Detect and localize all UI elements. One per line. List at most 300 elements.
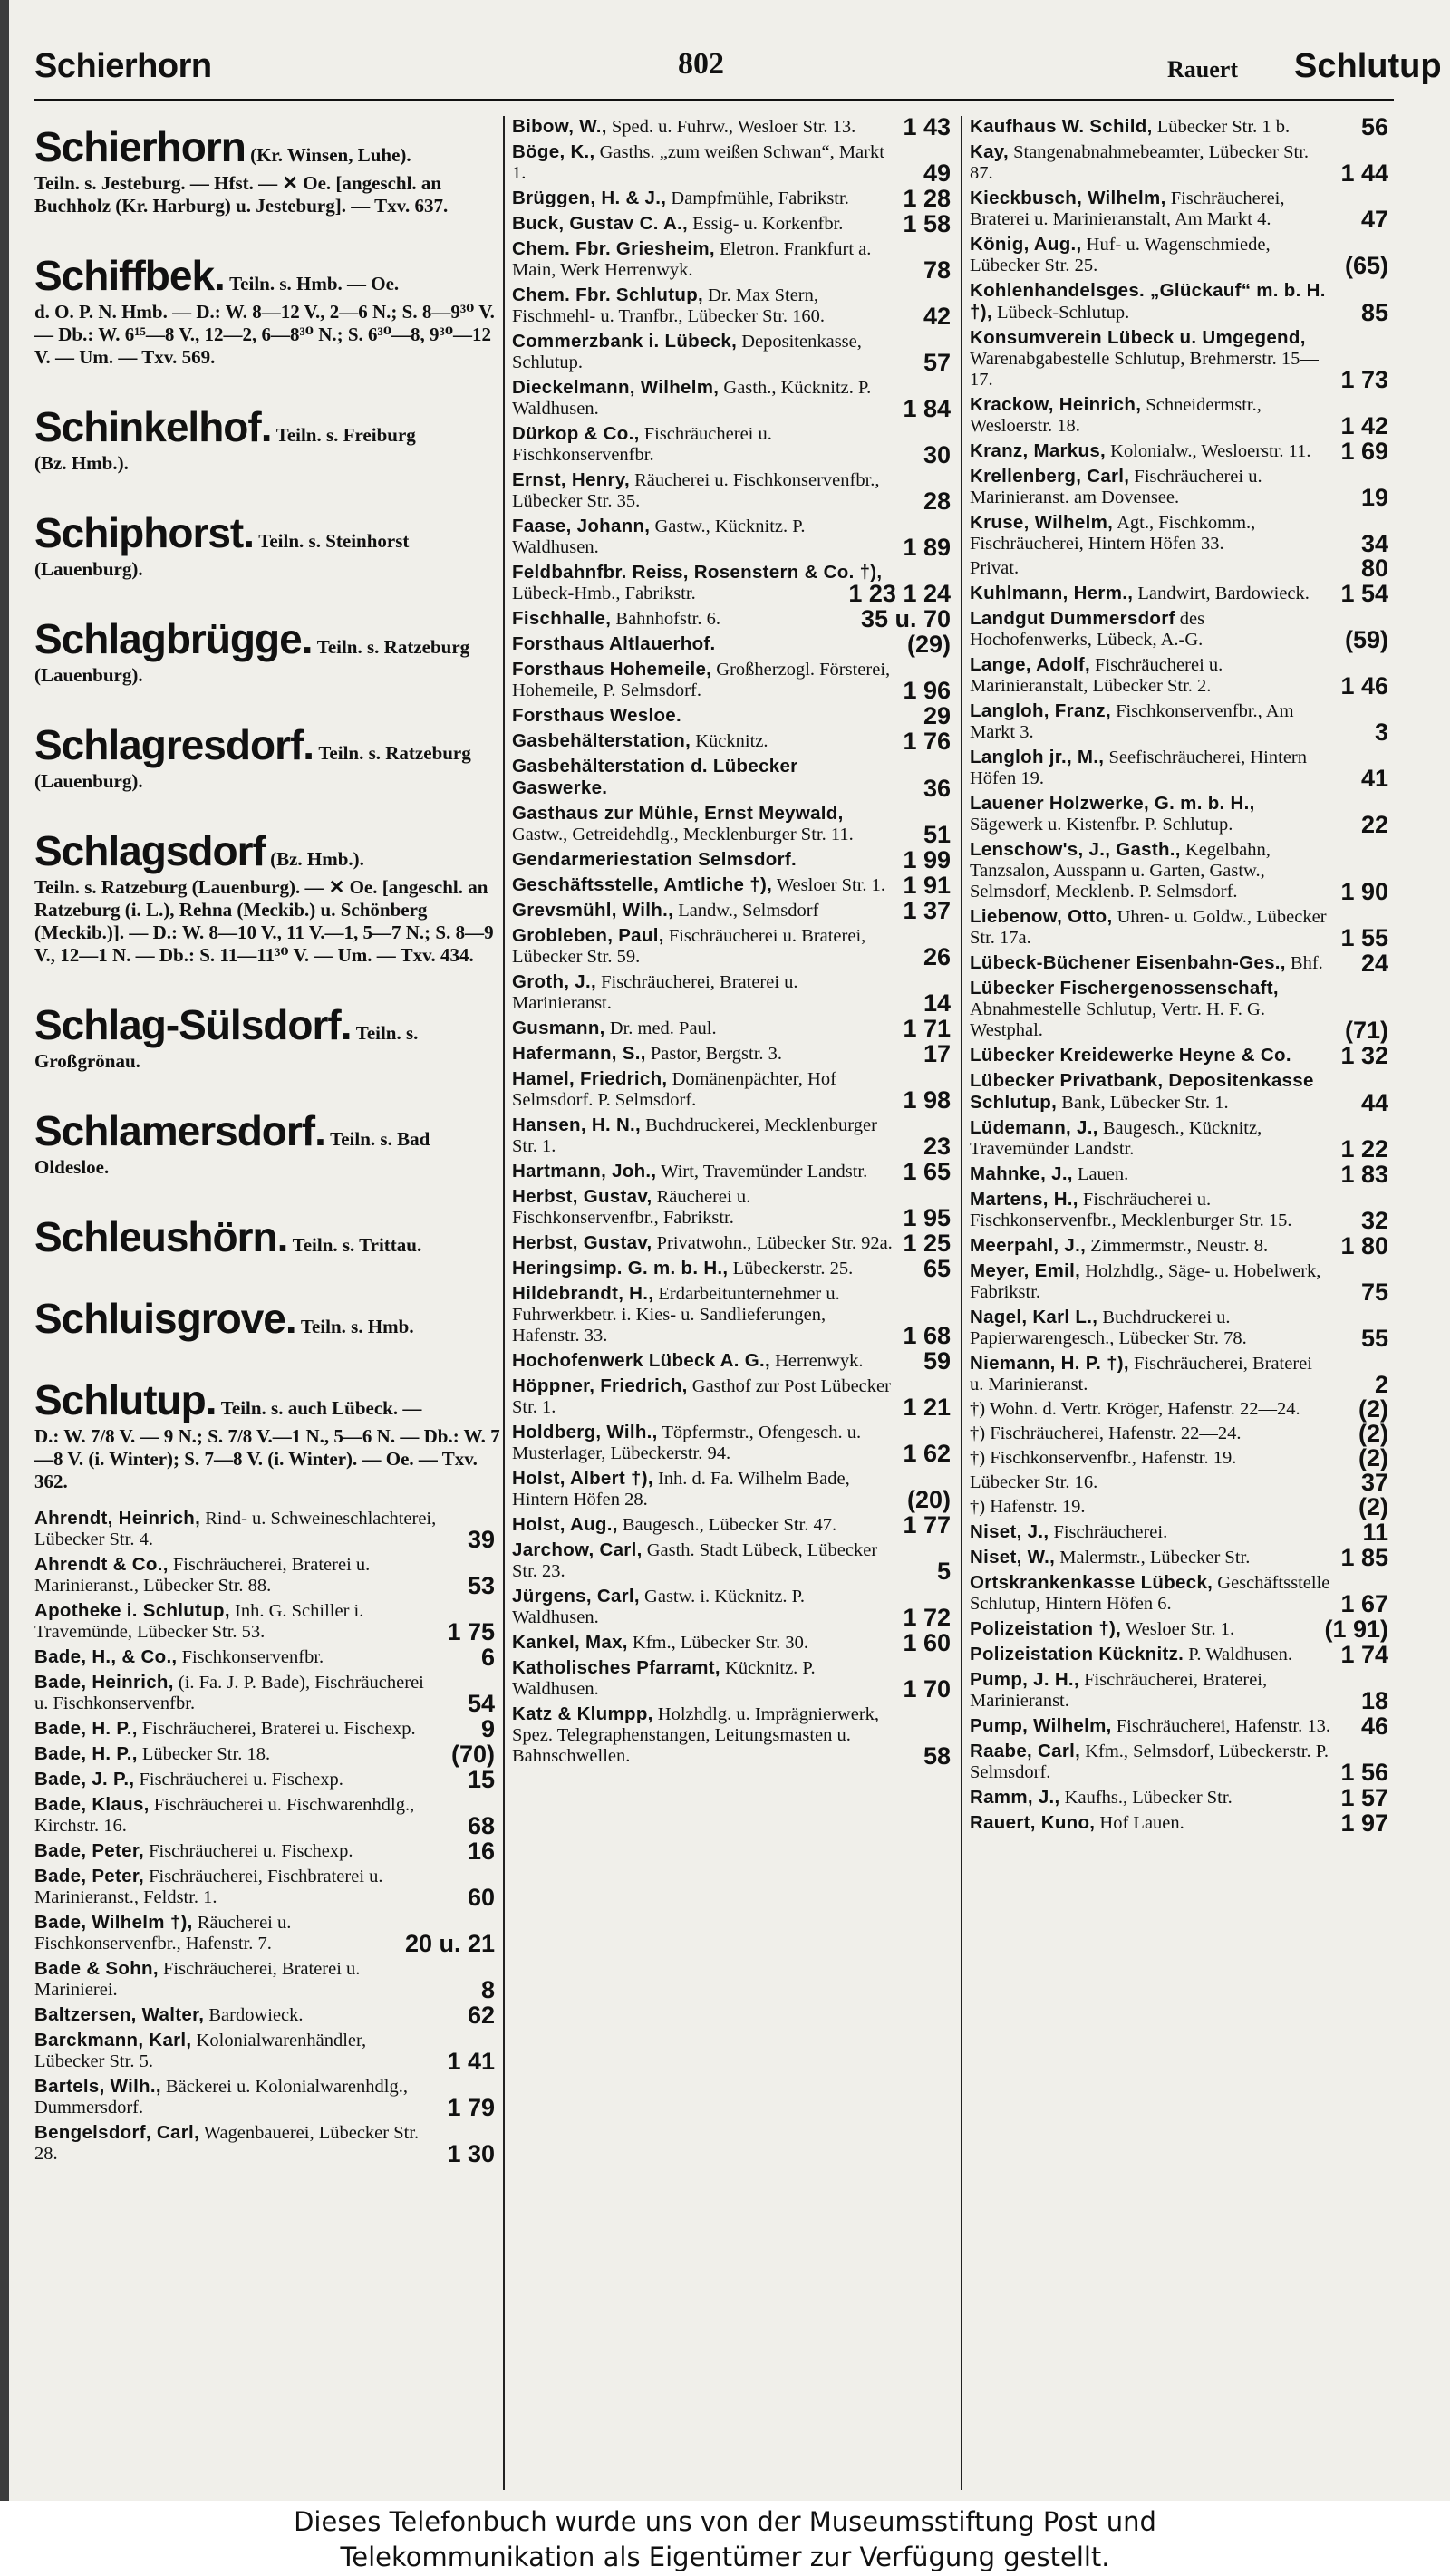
entry-phone-number: 1 28 <box>903 185 951 212</box>
entry-description: Gasth. Stadt Lübeck, Lübecker Str. 23. <box>512 1540 878 1581</box>
footer-line-1: Dieses Telefonbuch wurde uns von der Museumsstiftung Post und <box>294 2506 1156 2537</box>
entry-phone-number: 32 <box>1360 1207 1388 1234</box>
entry-phone-number: 16 <box>467 1838 495 1865</box>
entry-name: Forsthaus Wesloe. <box>512 705 682 726</box>
entry-phone-number: 5 <box>936 1558 951 1585</box>
place-detail: (Bz. Hmb.). <box>34 452 129 474</box>
directory-entry <box>970 839 1394 905</box>
directory-entry <box>34 1766 500 1793</box>
entry-name: Niset, J., <box>970 1521 1049 1542</box>
directory-entry <box>512 1657 956 1703</box>
entry-name: Bade, Klaus, <box>34 1794 150 1815</box>
entry-phone-number: (2) <box>1358 1395 1388 1423</box>
entry-description: Stangenabnahmebeamter, Lübecker Str. 87. <box>970 142 1310 183</box>
directory-entry <box>512 1255 956 1282</box>
entry-description: Uhren- u. Goldw., Lübecker Str. 17a. <box>970 907 1327 948</box>
entry-phone-number: 35 u. 70 <box>860 605 951 632</box>
entry-name: Meyer, Emil, <box>970 1260 1081 1281</box>
place-name: Schlagresdorf. <box>34 721 314 768</box>
entry-name: Katz & Klumpp, <box>512 1703 653 1724</box>
entry-name: Ahrendt, Heinrich, <box>34 1508 201 1529</box>
directory-entry <box>512 469 956 515</box>
directory-entry <box>512 116 956 138</box>
entry-description: Warenabgabestelle Schlutup, Brehmerstr. 15—17. <box>970 349 1319 390</box>
place-info: (Kr. Winsen, Luhe). <box>250 144 411 166</box>
entry-description: Bäckerei u. Kolonialwarenhdlg., Dummersdorf. <box>34 2077 408 2118</box>
entry-phone-number: 37 <box>1360 1469 1388 1496</box>
entry-list <box>512 116 956 1770</box>
place-heading <box>34 509 500 581</box>
entry-phone-number: 47 <box>1360 206 1388 233</box>
entry-phone-number: 1 57 <box>1340 1784 1388 1811</box>
directory-entry <box>34 1741 500 1768</box>
entry-description: Kücknitz. <box>695 731 768 751</box>
entry-name: Gusmann, <box>512 1018 605 1038</box>
entry-phone-number: (29) <box>906 631 951 658</box>
entry-name: Hartmann, Joh., <box>512 1161 657 1182</box>
entry-name: Dieckelmann, Wilhelm, <box>512 377 720 398</box>
place-name: Schiphorst. <box>34 509 255 556</box>
entry-name: Niemann, H. P. †), <box>970 1353 1129 1374</box>
entry-description: Dampfmühle, Fabrikstr. <box>671 188 849 208</box>
entry-description: Huf- u. Wagenschmiede, Lübecker Str. 25. <box>970 235 1271 275</box>
entry-phone-number: 51 <box>923 821 951 848</box>
entry-phone-number: 17 <box>923 1040 951 1067</box>
entry-name: Kohlenhandelsges. „Glückauf“ m. b. H. †), <box>970 280 1326 323</box>
entry-name: Faase, Johann, <box>512 516 651 536</box>
column-1 <box>34 116 500 2490</box>
entry-name: Geschäftsstelle, Amtliche †), <box>512 874 773 895</box>
directory-entry <box>970 188 1394 233</box>
entry-description: Fischräucherei u. Fischwarenhdlg., Kirchstr. 16. <box>34 1795 415 1836</box>
directory-entry <box>970 1189 1394 1234</box>
entry-name: Lübeck-Büchener Eisenbahn-Ges., <box>970 952 1286 973</box>
entry-phone-number: 1 67 <box>1340 1590 1388 1617</box>
entry-name: Brüggen, H. & J., <box>512 188 667 208</box>
entry-phone-number: 1 23 1 24 <box>848 580 951 607</box>
entry-description: Sägewerk u. Kistenfbr. P. Schlutup. <box>970 815 1233 835</box>
entry-phone-number: 1 71 <box>903 1015 951 1042</box>
entry-phone-number: 60 <box>467 1884 495 1911</box>
entry-description: Gasths. „zum weißen Schwan“, Markt 1. <box>512 142 884 183</box>
entry-name: Bade, H. P., <box>34 1743 138 1764</box>
entry-description: Inh. d. Fa. Wilhelm Bade, Hintern Höfen 28. <box>512 1469 850 1510</box>
place-heading <box>34 252 500 369</box>
entry-phone-number: 22 <box>1360 811 1388 838</box>
entry-description: Bahnhofstr. 6. <box>615 609 720 629</box>
entry-name: Bade, H., & Co., <box>34 1646 178 1667</box>
directory-entry <box>512 377 956 420</box>
entry-name: Apotheke i. Schlutup, <box>34 1600 230 1621</box>
entry-phone-number: 30 <box>923 441 951 468</box>
entry-description: Wagenbauerei, Lübecker Str. 28. <box>34 2123 420 2164</box>
directory-entry <box>512 631 956 658</box>
entry-phone-number: 9 <box>480 1715 495 1742</box>
directory-entry <box>34 1958 500 2001</box>
entry-phone-number: 55 <box>1360 1325 1388 1352</box>
place-heading <box>34 1376 500 1493</box>
directory-entry <box>970 1519 1394 1546</box>
entry-name: Krackow, Heinrich, <box>970 394 1142 415</box>
entry-name: Groth, J., <box>512 971 596 992</box>
entry-description: †) Wohn. d. Vertr. Kröger, Hafenstr. 22—24. <box>970 1399 1300 1419</box>
entry-name: Katholisches Pfarramt, <box>512 1657 720 1678</box>
directory-entry <box>512 605 956 632</box>
entry-phone-number: 57 <box>923 349 951 376</box>
directory-entry <box>970 1641 1394 1668</box>
entry-description: Fischräucherei, Braterei u. Marinieranst. <box>970 1354 1312 1394</box>
entry-phone-number: 28 <box>923 487 951 515</box>
entry-phone-number: 54 <box>467 1690 495 1717</box>
directory-entry <box>34 1866 500 1911</box>
entry-description: Fischräucherei, Braterei u. Marinieranstalt, Am Markt 4. <box>970 188 1285 229</box>
entry-phone-number: 1 68 <box>903 1322 951 1349</box>
place-name: Schleushörn. <box>34 1213 288 1260</box>
entry-description: Pastor, Bergstr. 3. <box>650 1044 783 1064</box>
entry-name: Lange, Adolf, <box>970 654 1090 675</box>
entry-description: Buchdruckerei u. Papierwarengesch., Lübecker Str. 78. <box>970 1307 1247 1348</box>
entry-phone-number: 29 <box>923 702 951 729</box>
directory-entry <box>970 555 1394 582</box>
place-info: Teiln. s. Trittau. <box>292 1234 422 1256</box>
entry-phone-number: 1 70 <box>903 1675 951 1703</box>
entry-description: Räucherei u. Fischkonservenfbr., Hafenstr. 7. <box>34 1913 292 1954</box>
entry-description: Fischräucherei. <box>1053 1522 1168 1542</box>
entry-phone-number: 1 30 <box>447 2140 495 2167</box>
entry-description: Baugesch., Kücknitz, Travemünder Landstr. <box>970 1118 1262 1159</box>
entry-description: Herrenwyk. <box>775 1351 864 1371</box>
entry-description: Wesloer Str. 1. <box>776 875 886 895</box>
place-name: Schierhorn <box>34 123 246 170</box>
entry-description: Fischräucherei u. Fischkonservenfbr., Mecklenburger Str. 15. <box>970 1190 1292 1230</box>
entry-name: Höppner, Friedrich, <box>512 1375 688 1396</box>
entry-description: Gastw., Getreidehdlg., Mecklenburger Str. 11. <box>512 825 854 844</box>
entry-description: Bardowieck. <box>208 2005 304 2025</box>
entry-description: Schneidermstr., Wesloerstr. 18. <box>970 395 1262 436</box>
entry-phone-number: 1 60 <box>903 1629 951 1656</box>
entry-description: Lübeck-Hmb., Fabrikstr. <box>512 584 696 603</box>
entry-name: Gasthaus zur Mühle, Ernst Meywald, <box>512 803 844 824</box>
entry-name: Bade, Heinrich, <box>34 1672 174 1693</box>
entry-description: Holzhdlg. u. Imprägnierwerk, Spez. Telegraphenstangen, Leitungsmasten u. Bahnschwellen. <box>512 1704 880 1766</box>
entry-phone-number: 75 <box>1360 1278 1388 1306</box>
footer-notice <box>0 2501 1450 2576</box>
place-heading <box>34 1213 500 1260</box>
entry-name: Bengelsdorf, Carl, <box>34 2122 199 2143</box>
entry-phone-number: 1 62 <box>903 1440 951 1467</box>
entry-phone-number: 1 80 <box>1340 1232 1388 1259</box>
directory-entry <box>970 1444 1394 1471</box>
entry-description: Fischräucherei, Braterei u. Fischexp. <box>141 1719 416 1739</box>
header-right-keyword: Schlutup <box>1294 47 1442 85</box>
entry-description: Hof Lauen. <box>1099 1813 1184 1833</box>
entry-name: Langloh, Franz, <box>970 700 1111 721</box>
entry-phone-number: 58 <box>923 1742 951 1770</box>
entry-phone-number: 78 <box>923 256 951 284</box>
entry-description: Kolonialw., Wesloerstr. 11. <box>1110 441 1311 461</box>
directory-entry <box>512 1283 956 1349</box>
directory-entry <box>512 1015 956 1042</box>
place-name: Schlag-Sülsdorf. <box>34 1001 352 1048</box>
directory-entry <box>970 1669 1394 1712</box>
directory-entry <box>970 1616 1394 1643</box>
place-name: Schluisgrove. <box>34 1295 296 1342</box>
directory-entry <box>970 1042 1394 1069</box>
entry-phone-number: 56 <box>1360 116 1388 140</box>
entry-description: †) Fischkonservenfbr., Hafenstr. 19. <box>970 1448 1237 1468</box>
entry-phone-number: 2 <box>1374 1371 1388 1398</box>
directory-entry <box>970 793 1394 838</box>
entry-phone-number: (20) <box>906 1486 951 1513</box>
entry-name: Ernst, Henry, <box>512 469 630 490</box>
entry-description: Fischräucherei u. Fischexp. <box>139 1770 343 1790</box>
directory-entry <box>970 1713 1394 1740</box>
entry-name: Forsthaus Hohemeile, <box>512 659 712 680</box>
entry-list <box>34 1508 500 2165</box>
entry-phone-number: 39 <box>467 1526 495 1553</box>
entry-description: Landw., Selmsdorf <box>678 901 819 921</box>
entry-phone-number: 1 22 <box>1340 1135 1388 1163</box>
entry-description: Geschäftsstelle Schlutup, Hintern Höfen 6. <box>970 1573 1330 1614</box>
directory-entry <box>512 562 956 607</box>
entry-phone-number: (65) <box>1344 252 1388 279</box>
entry-phone-number: 1 46 <box>1340 672 1388 699</box>
entry-name: Herbst, Gustav, <box>512 1186 652 1207</box>
entry-name: Bade, H. P., <box>34 1718 138 1739</box>
entry-description: Depositenkasse, Schlutup. <box>512 332 862 372</box>
entry-description: (i. Fa. J. P. Bade), Fischräucherei u. Fischkonservenfbr. <box>34 1673 424 1713</box>
directory-entry <box>512 1586 956 1631</box>
entry-description: Privat. <box>970 558 1020 578</box>
entry-description: Agt., Fischkomm., Fischräucherei, Hintern Höfen 33. <box>970 513 1256 554</box>
directory-entry <box>512 1629 956 1656</box>
directory-entry <box>970 280 1394 326</box>
place-heading <box>34 827 500 967</box>
entry-phone-number: 1 32 <box>1340 1042 1388 1069</box>
entry-phone-number: 36 <box>923 775 951 802</box>
entry-description: Gasthof zur Post Lübecker Str. 1. <box>512 1376 891 1417</box>
directory-entry <box>512 1114 956 1160</box>
directory-entry <box>970 700 1394 746</box>
directory-entry <box>970 747 1394 792</box>
place-heading <box>34 1107 500 1179</box>
directory-entry <box>970 950 1394 977</box>
entry-phone-number: 1 44 <box>1340 159 1388 187</box>
place-name: Schinkelhof. <box>34 403 272 450</box>
entry-phone-number: 53 <box>467 1572 495 1599</box>
place-name: Schlagbrügge. <box>34 615 313 662</box>
entry-description: Seefischräucherei, Hintern Höfen 19. <box>970 748 1308 788</box>
directory-entry <box>970 1493 1394 1520</box>
entry-phone-number: (71) <box>1344 1017 1388 1044</box>
directory-entry <box>970 1784 1394 1811</box>
page-header <box>34 47 1442 101</box>
place-heading <box>34 721 500 793</box>
directory-entry <box>34 1912 500 1957</box>
entry-name: Liebenow, Otto, <box>970 906 1113 927</box>
directory-entry <box>970 512 1394 555</box>
entry-phone-number: 1 84 <box>903 395 951 422</box>
entry-description: Eletron. Frankfurt a. Main, Werk Herrenwyk. <box>512 239 872 280</box>
entry-phone-number: 1 76 <box>903 728 951 755</box>
directory-entry <box>970 1161 1394 1188</box>
entry-name: Ahrendt & Co., <box>34 1554 169 1575</box>
place-heading <box>34 615 500 687</box>
entry-description: Fischräucherei u. Marinieranstalt, Lübecker Str. 2. <box>970 655 1223 696</box>
directory-entry <box>970 141 1394 187</box>
directory-entry <box>34 2076 500 2121</box>
directory-entry <box>970 1307 1394 1352</box>
entry-description: Abnahmestelle Schlutup, Vertr. H. F. G. Westphal. <box>970 999 1265 1040</box>
place-info: Teiln. s. Hmb. — Oe. <box>229 273 400 294</box>
directory-entry <box>970 1420 1394 1447</box>
entry-phone-number: 1 55 <box>1340 924 1388 951</box>
directory-entry <box>512 728 956 755</box>
entry-phone-number: 24 <box>1360 950 1388 977</box>
place-name: Schlutup. <box>34 1376 217 1423</box>
entry-name: Bartels, Wilh., <box>34 2076 161 2097</box>
directory-entry <box>512 1468 956 1513</box>
entry-description: Gastw., Kücknitz. P. Waldhusen. <box>512 516 806 557</box>
entry-name: Ramm, J., <box>970 1787 1060 1808</box>
entry-name: Jürgens, Carl, <box>512 1586 640 1606</box>
directory-entry <box>970 234 1394 279</box>
place-name: Schlagsdorf <box>34 827 266 874</box>
entry-description: Kolonialwarenhändler, Lübecker Str. 5. <box>34 2031 367 2071</box>
entry-name: Bade, Wilhelm †), <box>34 1912 193 1933</box>
directory-entry <box>970 608 1394 651</box>
directory-entry <box>512 516 956 561</box>
place-info: Teiln. s. Bad <box>330 1128 430 1150</box>
directory-entry <box>34 1508 500 1553</box>
directory-entry <box>34 1672 500 1717</box>
directory-entry <box>970 438 1394 465</box>
directory-entry <box>970 1353 1394 1398</box>
directory-entry <box>34 1554 500 1597</box>
entry-description: Fischräucherei, Braterei u. Marinierei. <box>34 1959 361 2000</box>
entry-phone-number: 1 69 <box>1340 438 1388 465</box>
entry-name: Chem. Fbr. Schlutup, <box>512 285 704 305</box>
entry-description: Kücknitz. P. Waldhusen. <box>512 1658 816 1699</box>
entry-name: Bade, J. P., <box>34 1769 135 1790</box>
entry-name: Baltzersen, Walter, <box>34 2004 205 2025</box>
directory-entry <box>970 906 1394 949</box>
entry-description: Kegelbahn, Tanzsalon, Ausspann u. Garten, Gastw., Selmsdorf, Mecklenb. P. Selmsdorf. <box>970 840 1271 902</box>
entry-name: Lenschow's, J., Gasth., <box>970 839 1181 860</box>
place-info: (Bz. Hmb.). <box>270 848 364 870</box>
entry-name: Ortskrankenkasse Lübeck, <box>970 1572 1213 1593</box>
place-info: Teiln. s. Ratzeburg <box>316 636 470 658</box>
entry-description: Kaufhs., Lübecker Str. <box>1064 1788 1232 1808</box>
entry-description: Malermstr., Lübecker Str. <box>1059 1548 1251 1568</box>
place-detail: Großgrönau. <box>34 1050 140 1072</box>
place-detail: d. O. P. N. Hmb. — D.: W. 8—12 V., 2—6 N.; S. 8—9³⁰ V. — Db.: W. 6¹⁵—8 V., 12—2, 6—8³⁰ N.; S. 6³⁰—8, 9³⁰—12 V. — Um. — Txv. 569. <box>34 301 495 368</box>
directory-entry <box>512 210 956 237</box>
directory-entry <box>512 1703 956 1770</box>
entry-description: Erdarbeitunternehmer u. Fuhrwerkbetr. i. Kies- u. Sandlieferungen, Hafenstr. 33. <box>512 1284 840 1346</box>
entry-description: Lübecker Str. 18. <box>141 1744 271 1764</box>
directory-entry <box>34 2122 500 2165</box>
entry-description: Dr. Max Stern, Fischmehl- u. Tranfbr., Lübecker Str. 160. <box>512 285 826 326</box>
entry-phone-number: 1 21 <box>903 1394 951 1421</box>
directory-entry <box>970 1260 1394 1306</box>
entry-phone-number: 1 54 <box>1340 580 1388 607</box>
entry-phone-number: 65 <box>923 1255 951 1282</box>
entry-name: Mahnke, J., <box>970 1163 1073 1184</box>
directory-entry <box>512 423 956 466</box>
place-detail: (Lauenburg). <box>34 558 143 580</box>
entry-description: Buchdruckerei, Mecklenburger Str. 1. <box>512 1115 877 1156</box>
directory-entry <box>512 659 956 704</box>
entry-description: Räucherei u. Fischkonservenfbr., Fabrikstr. <box>512 1187 751 1228</box>
column-3 <box>961 116 1394 2490</box>
entry-name: Chem. Fbr. Griesheim, <box>512 238 715 259</box>
place-heading <box>34 1001 500 1073</box>
entry-phone-number: 1 65 <box>903 1158 951 1185</box>
directory-entry <box>512 1347 956 1375</box>
entry-phone-number: 26 <box>923 943 951 970</box>
entry-phone-number: 6 <box>480 1644 495 1671</box>
place-name: Schiffbek. <box>34 252 225 299</box>
entry-description: Gasth., Kücknitz. P. Waldhusen. <box>512 378 872 419</box>
entry-description: Fischkonservenfbr., Am Markt 3. <box>970 701 1294 742</box>
entry-name: Barckmann, Karl, <box>34 2030 192 2050</box>
entry-phone-number: 1 98 <box>903 1086 951 1114</box>
entry-name: Commerzbank i. Lübeck, <box>512 331 738 352</box>
entry-phone-number: 1 99 <box>903 846 951 873</box>
entry-name: Kay, <box>970 141 1009 162</box>
entry-description: Holzhdlg., Säge- u. Hobelwerk, Fabrikstr. <box>970 1261 1321 1302</box>
entry-name: Jarchow, Carl, <box>512 1539 643 1560</box>
entry-phone-number: 49 <box>923 159 951 187</box>
entry-name: Lübecker Kreidewerke Heyne & Co. <box>970 1045 1291 1066</box>
place-detail: (Lauenburg). <box>34 770 143 792</box>
entry-description: P. Waldhusen. <box>1188 1645 1292 1664</box>
place-info: Teiln. s. Ratzeburg <box>318 742 471 764</box>
entry-name: Lauener Holzwerke, G. m. b. H., <box>970 793 1255 814</box>
entry-name: Hildebrandt, H., <box>512 1283 654 1304</box>
directory-entry <box>34 2030 500 2075</box>
entry-phone-number: 42 <box>923 303 951 330</box>
directory-entry <box>512 1040 956 1067</box>
directory-entry <box>512 846 956 873</box>
entry-phone-number: 1 95 <box>903 1204 951 1231</box>
entry-name: Langloh jr., M., <box>970 747 1105 767</box>
directory-entry <box>34 2002 500 2029</box>
entry-description: Zimmermstr., Neustr. 8. <box>1090 1236 1269 1256</box>
entry-phone-number: 23 <box>923 1133 951 1160</box>
entry-description: Privatwohn., Lübecker Str. 92a. <box>656 1233 893 1253</box>
entry-name: Hochofenwerk Lübeck A. G., <box>512 1350 770 1371</box>
entry-name: Meerpahl, J., <box>970 1235 1087 1256</box>
header-left-keyword: Schierhorn <box>34 47 212 85</box>
place-name: Schlamersdorf. <box>34 1107 325 1154</box>
entry-phone-number: 1 41 <box>447 2048 495 2075</box>
directory-entry <box>512 872 956 899</box>
entry-phone-number: 18 <box>1360 1687 1388 1714</box>
entry-phone-number: 1 91 <box>903 872 951 899</box>
entry-name: Raabe, Carl, <box>970 1741 1081 1761</box>
directory-entry <box>34 1644 500 1671</box>
directory-entry <box>512 702 956 729</box>
entry-description: Kfm., Lübecker Str. 30. <box>632 1633 809 1653</box>
entry-description: Gastw. i. Kücknitz. P. Waldhusen. <box>512 1587 805 1627</box>
entry-name: Rauert, Kuno, <box>970 1812 1096 1833</box>
entry-phone-number: 1 42 <box>1340 412 1388 439</box>
place-detail: Teiln. s. Ratzeburg (Lauenburg). — ✕ Oe. [angeschl. an Ratzeburg (i. L.), Rehna (Meckib.) u. Schönberg (Meckib.)]. — D.: W. 8—10 V., 11 V.—1, 5—7 N.; S. 8—9 V., 12—1 N. — Db.: S. 11—11³⁰ V. — Um. — Txv. 434. <box>34 876 494 966</box>
footer-line-2: Telekommunikation als Eigentümer zur Verfügung gestellt. <box>340 2542 1110 2572</box>
entry-description: Fischräucherei, Fischbraterei u. Marinieranst., Feldstr. 1. <box>34 1867 383 1907</box>
